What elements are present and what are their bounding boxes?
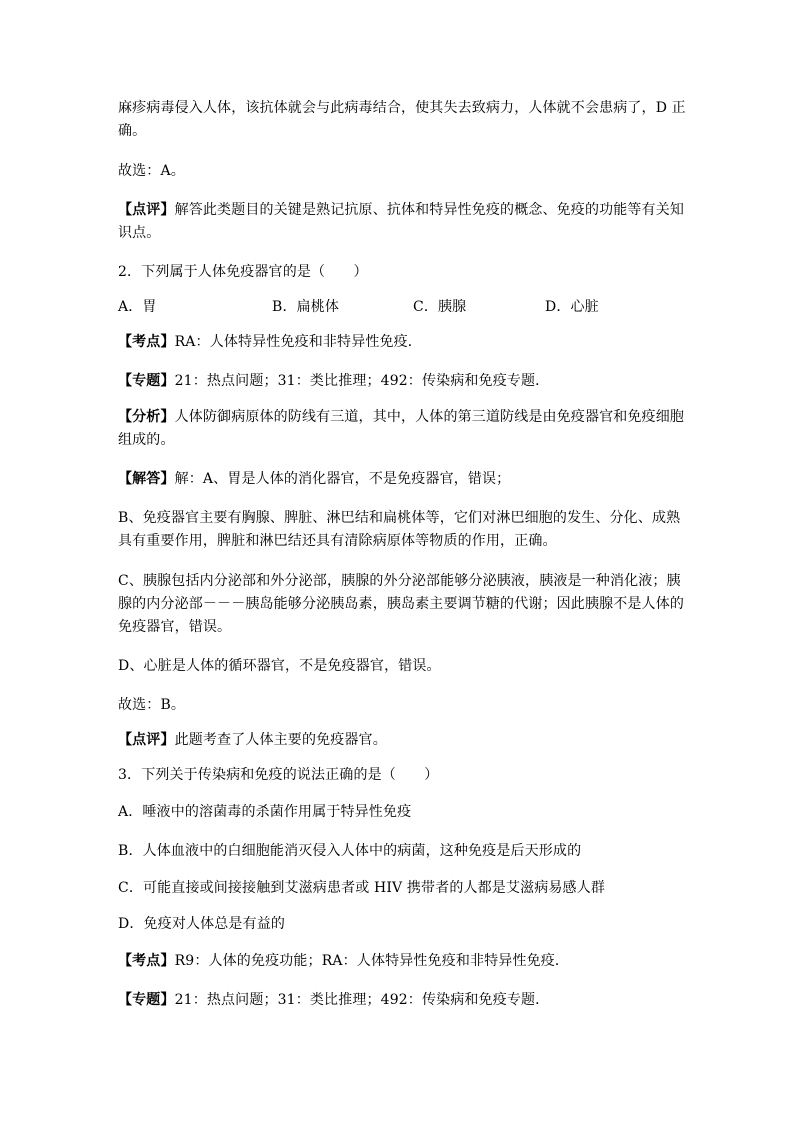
exam-point-tag: 【考点】 bbox=[118, 334, 175, 350]
topic-tag: 【专题】 bbox=[118, 373, 175, 389]
answer-text-line: 麻疹病毒侵入人体，该抗体就会与此病毒结合，使其失去致病力，人体就不会患病了，D 正 bbox=[118, 100, 686, 116]
option-b: B．人体血液中的白细胞能消灭侵入人体中的病菌，这种免疫是后天形成的 bbox=[118, 843, 582, 859]
solution-line: D、心脏是人体的循环器官，不是免疫器官，错误。 bbox=[118, 658, 441, 674]
topic-line bbox=[118, 989, 678, 1012]
comment-line: 识点。 bbox=[118, 225, 161, 241]
comment-line bbox=[118, 199, 685, 222]
question-3: 3．下列关于传染病和免疫的说法正确的是（ ） bbox=[118, 767, 439, 783]
option-c: C．胰腺 bbox=[413, 299, 467, 315]
analysis-text: 人体防御病原体的防线有三道，其中，人体的第三道防线是由免疫器官和免疫细胞 bbox=[174, 409, 685, 425]
comment-line bbox=[118, 729, 678, 752]
solution-text: 解：A、胃是人体的消化器官，不是免疫器官，错误； bbox=[174, 471, 511, 487]
option-d: D．免疫对人体总是有益的 bbox=[118, 916, 286, 932]
topic-tag: 【专题】 bbox=[118, 992, 175, 1008]
solution-line: 免疫器官，错误。 bbox=[118, 619, 232, 635]
option-c: C．可能直接或间接接触到艾滋病患者或 HIV 携带者的人都是艾滋病易感人群 bbox=[118, 880, 606, 896]
exam-point-text: RA：人体特异性免疫和非特异性免疫． bbox=[174, 334, 422, 350]
answer-text-line: 确。 bbox=[118, 123, 147, 139]
comment-tag: 【点评】 bbox=[118, 202, 175, 218]
comment-text: 此题考查了人体主要的免疫器官。 bbox=[174, 732, 387, 748]
option-a: A．胃 bbox=[118, 299, 157, 315]
solution-line: 腺的内分泌部－－－胰岛能够分泌胰岛素，胰岛素主要调节糖的代谢；因此胰腺不是人体的 bbox=[118, 596, 684, 612]
answer-choice: 故选：A。 bbox=[118, 163, 185, 179]
question-2: 2．下列属于人体免疫器官的是（ ） bbox=[118, 264, 368, 280]
topic-text: 21：热点问题；31：类比推理；492：传染病和免疫专题． bbox=[174, 373, 550, 389]
comment-text: 解答此类题目的关键是熟记抗原、抗体和特异性免疫的概念、免疫的功能等有关知 bbox=[174, 202, 685, 218]
question-2-options bbox=[118, 296, 678, 319]
topic-line bbox=[118, 370, 678, 393]
solution-line: C、胰腺包括内分泌部和外分泌部，胰腺的外分泌部能够分泌胰液，胰液是一种消化液；胰 bbox=[118, 573, 681, 589]
answer-choice: 故选：B。 bbox=[118, 697, 186, 713]
exam-point-text: R9：人体的免疫功能；RA：人体特异性免疫和非特异性免疫． bbox=[174, 953, 570, 969]
exam-point-tag: 【考点】 bbox=[118, 953, 175, 969]
topic-text: 21：热点问题；31：类比推理；492：传染病和免疫专题． bbox=[174, 992, 550, 1008]
solution-tag: 【解答】 bbox=[118, 471, 175, 487]
option-d: D．心脏 bbox=[545, 299, 599, 315]
solution-line bbox=[118, 468, 678, 491]
exam-point-line bbox=[118, 331, 678, 354]
option-a: A．唾液中的溶菌毒的杀菌作用属于特异性免疫 bbox=[118, 804, 412, 820]
analysis-line: 组成的。 bbox=[118, 432, 175, 448]
analysis-line bbox=[118, 406, 685, 429]
option-b: B．扁桃体 bbox=[272, 299, 340, 315]
analysis-tag: 【分析】 bbox=[118, 409, 175, 425]
comment-tag: 【点评】 bbox=[118, 732, 175, 748]
solution-line: 具有重要作用，脾脏和淋巴结还具有清除病原体等物质的作用，正确。 bbox=[118, 533, 557, 549]
exam-point-line bbox=[118, 950, 678, 973]
solution-line: B、免疫器官主要有胸腺、脾脏、淋巴结和扁桃体等，它们对淋巴细胞的发生、分化、成熟 bbox=[118, 510, 681, 526]
